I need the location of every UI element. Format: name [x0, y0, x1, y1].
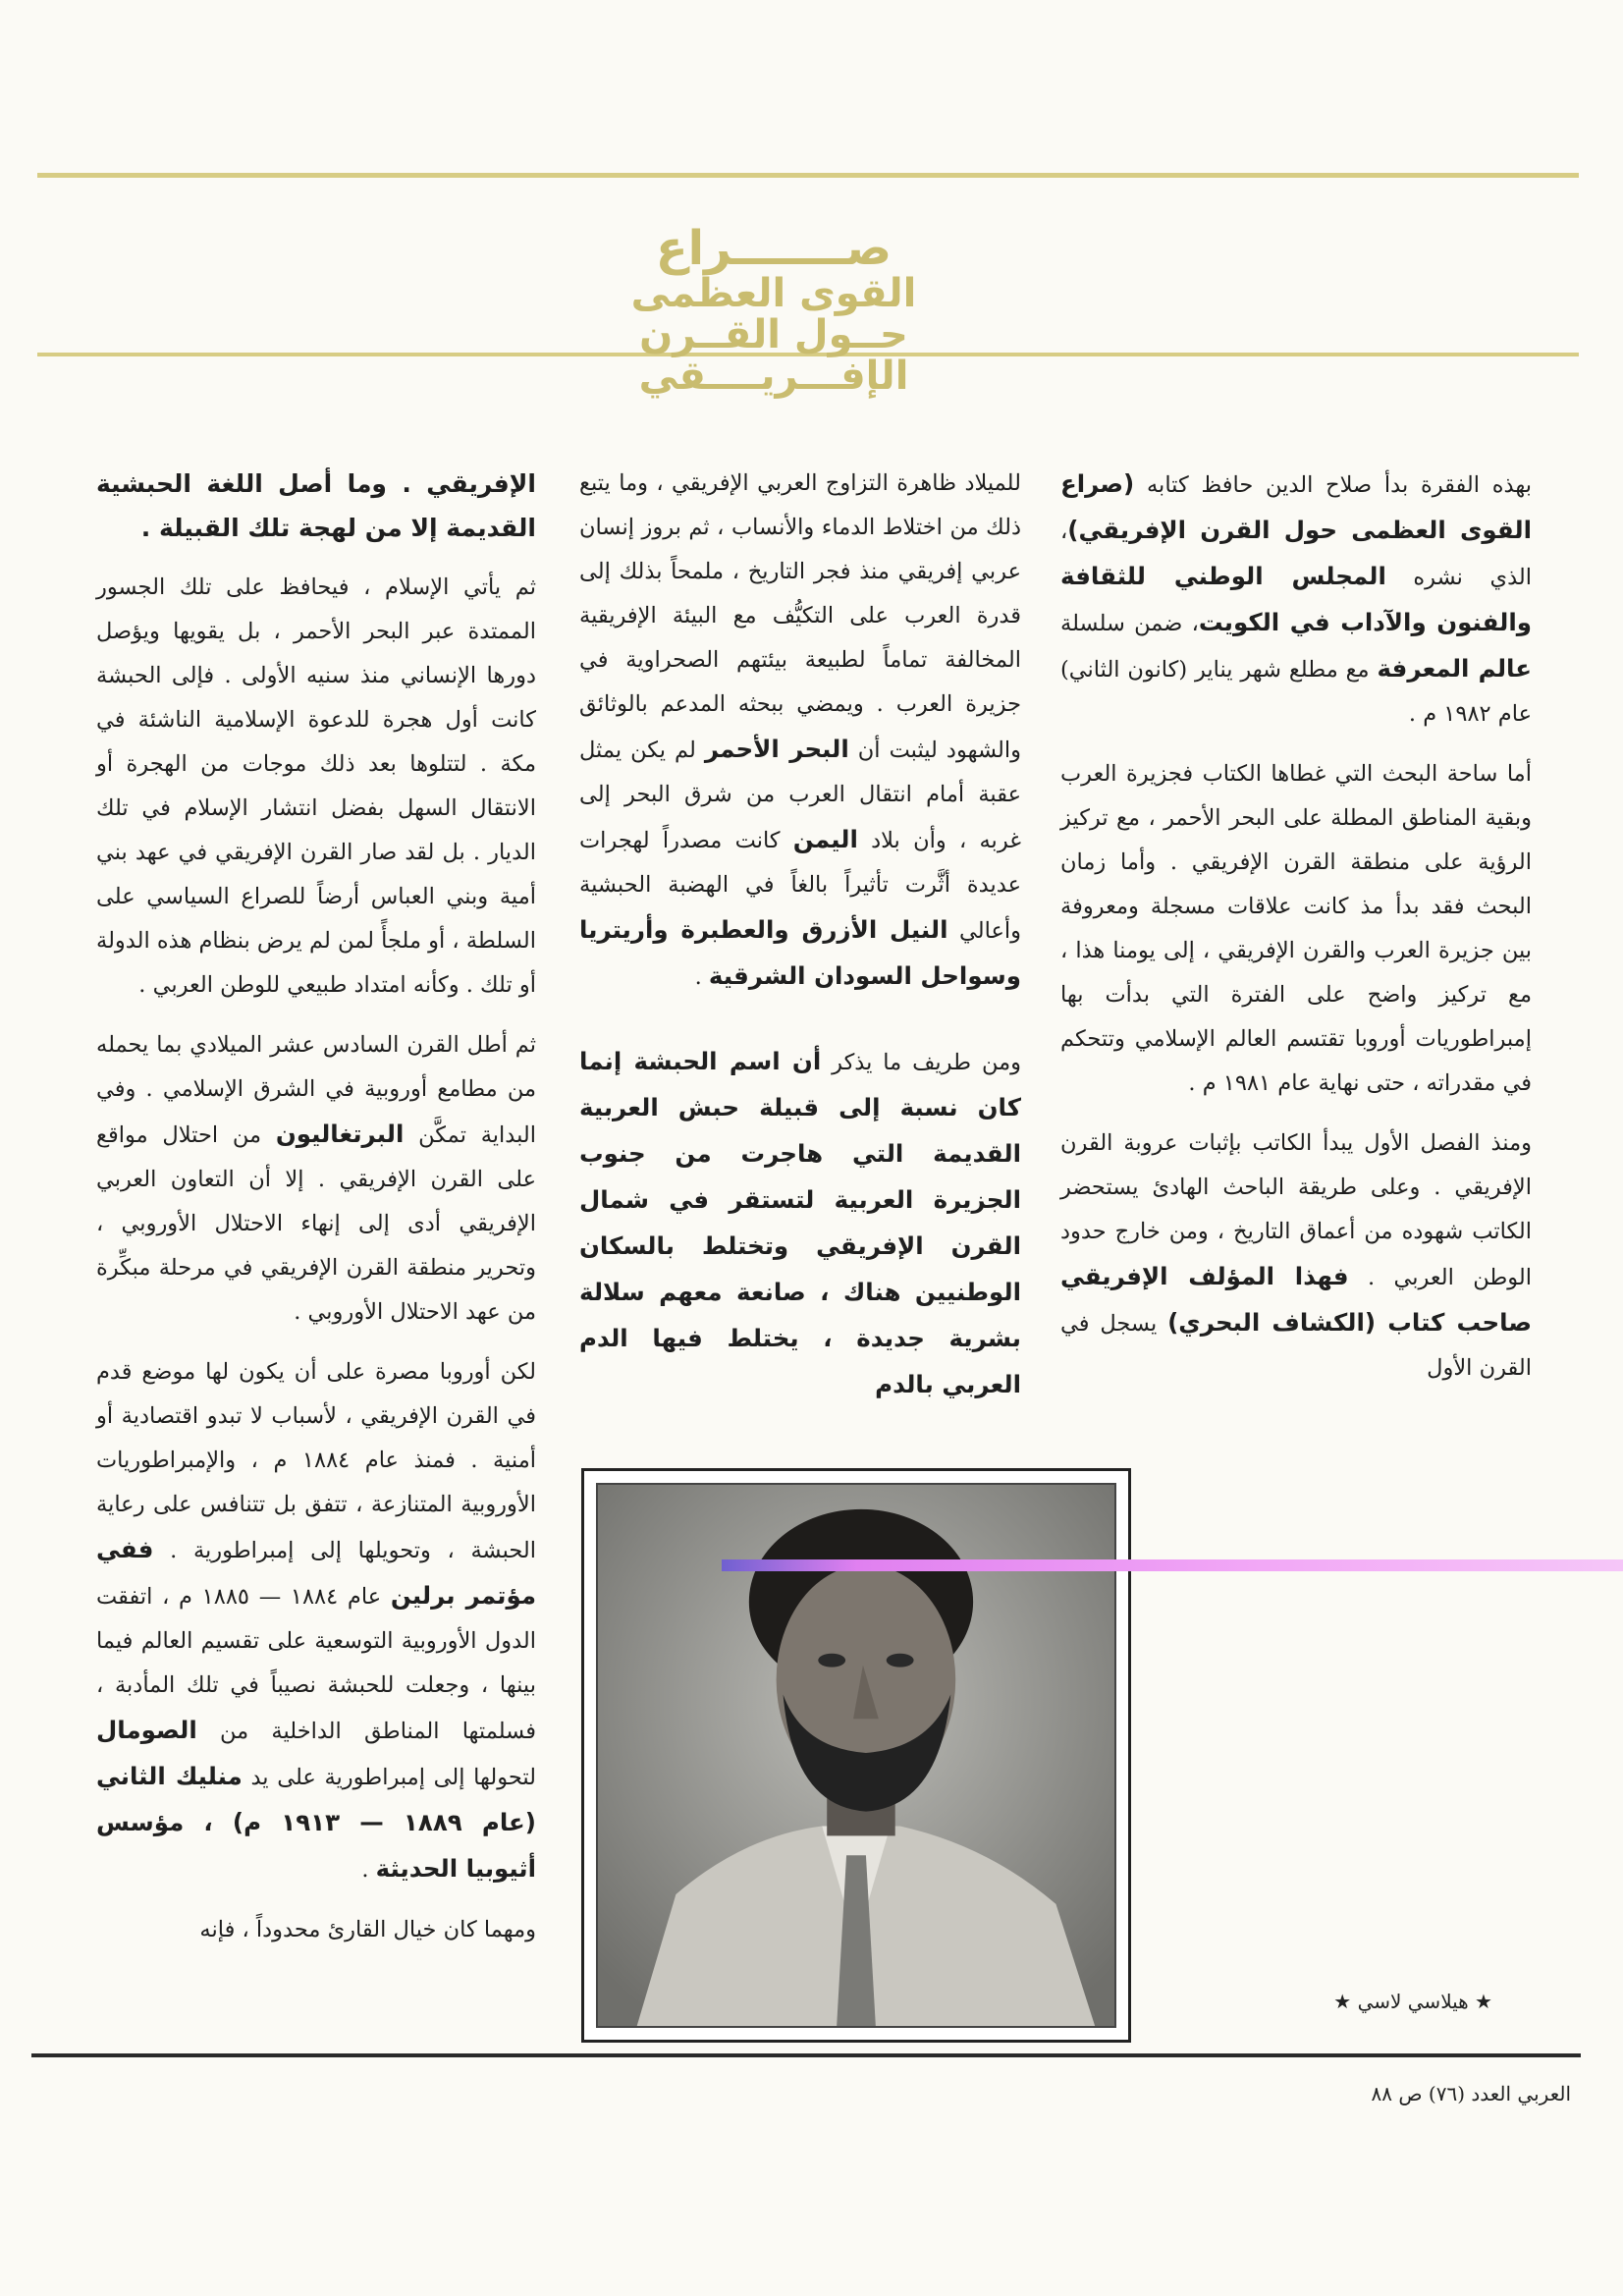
paragraph: الإفريقي . وما أصل اللغة الحبشية القديمة إلا من لهجة تلك القبيلة . — [96, 469, 536, 542]
text: يسجل في القرن الأول — [1060, 1311, 1532, 1381]
paragraph — [96, 1350, 536, 1892]
column-middle — [579, 462, 1021, 1424]
highlight: الصومال — [96, 1716, 197, 1744]
column-right — [1060, 462, 1532, 1406]
text: بهذه الفقرة بدأ صلاح الدين حافظ كتابه — [1134, 472, 1532, 498]
book-title: (صراع القوى العظمى حول القرن الإفريقي) — [1060, 469, 1532, 544]
highlight: منليك الثاني (عام ١٨٨٩ — ١٩١٣ م) ، مؤسس أثيوبيا الحديثة — [96, 1762, 536, 1883]
text: ومنذ الفصل الأول يبدأ الكاتب بإثبات عروبة القرن الإفريقي . وعلى طريقة الباحث الهادئ يستحضر الكاتب شهوده من أعماق التاريخ ، ومن خارج حدود الوطن العربي . — [1060, 1130, 1532, 1290]
text: ثم أطل القرن السادس عشر الميلادي بما يحمله من مطامع أوروبية في الشرق الإسلامي . وفي البداية تمكَّن — [96, 1032, 536, 1148]
page-footer: العربي العدد (٧٦) ص ٨٨ — [1371, 2082, 1571, 2105]
text: لم يكن يمثل عقبة أمام انتقال العرب من شرق البحر إلى غربه ، وأن بلاد — [579, 738, 1021, 853]
series-name: عالم المعرفة — [1377, 654, 1532, 683]
highlight: البرتغاليون — [275, 1120, 405, 1148]
paragraph — [579, 1039, 1021, 1408]
text: للميلاد ظاهرة التزاوج العربي الإفريقي ، وما يتبع ذلك من اختلاط الدماء والأنساب ، ثم بروز إنسان عربي إفريقي منذ فجر التاريخ ، ملمحاً بذلك إلى قدرة العرب على التكيُّف مع البيئة الإفريقية المخالفة تماماً لطبيعة بيئتهم الصحراوية في جزيرة العرب . ويمضي ببحثه المدعم بالوثائق والشهود ليثبت أن — [579, 470, 1021, 763]
text: كانت مصدراً لهجرات عديدة أثَّرت تأثيراً بالغاً في الهضبة الحبشية وأعالي — [579, 828, 1021, 944]
paragraph — [579, 462, 1021, 1000]
column-left — [96, 462, 536, 1968]
portrait-photo-frame — [581, 1468, 1131, 2043]
highlight: النيل الأزرق والعطبرة وأريتريا وسواحل السودان الشرقية — [579, 915, 1021, 990]
text: من احتلال مواقع على القرن الإفريقي . إلا أن التعاون العربي الإفريقي أدى إلى إنهاء الاحتلال الأوروبي ، وتحرير منطقة القرن الإفريقي في مرحلة مبكِّرة من عهد الاحتلال الأوروبي . — [96, 1122, 536, 1325]
text: عام ١٨٨٤ — ١٨٨٥ م ، اتفقت الدول الأوروبية التوسعية على تقسيم العالم فيما بينها ، وجعلت للحبشة نصيباً في تلك المأدبة ، فسلمتها المناطق الداخلية من — [96, 1584, 536, 1744]
text: ومن طريف ما يذكر — [821, 1050, 1021, 1075]
text: ، ضمن سلسلة — [1060, 611, 1199, 636]
highlight: ففي مؤتمر برلين — [96, 1535, 536, 1610]
text: . — [694, 964, 709, 990]
paragraph: ومهما كان خيال القارئ محدوداً ، فإنه — [199, 1917, 536, 1942]
paragraph: أما ساحة البحث التي غطاها الكتاب فجزيرة العرب وبقية المناطق المطلة على البحر الأحمر ، مع تركيز الرؤية على منطقة القرن الإفريقي . وأما زمان البحث فقد بدأ مذ كانت علاقات مسجلة ومعروفة بين جزيرة العرب والقرن الإفريقي ، إلى يومنا هذا ، مع تركيز واضح على الفترة التي بدأت بها إمبراطوريات أوروبا تقتسم العالم الإسلامي وتتحكم في مقدراته ، حتى نهاية عام ١٩٨١ م . — [1060, 761, 1532, 1096]
highlight: البحر الأحمر — [704, 735, 849, 763]
publisher-name: المجلس الوطني للثقافة والفنون والآداب في الكويت — [1060, 562, 1533, 636]
scan-artifact-bar — [722, 1559, 1623, 1571]
text: ، الذي نشره — [1060, 519, 1532, 590]
paragraph: ثم يأتي الإسلام ، فيحافظ على تلك الجسور الممتدة عبر البحر الأحمر ، بل يقويها ويؤصل دورها الإنساني منذ سنيه الأولى . فإلى الحبشة كانت أول هجرة للدعوة الإسلامية الناشئة في مكة . لتتلوها بعد ذلك موجات من الهجرة أو الانتقال السهل بفضل انتشار الإسلام في تلك الديار . بل لقد صار القرن الإفريقي في عهد بني أمية وبني العباس أرضاً للصراع السياسي على السلطة ، أو ملجأً لمن لم يرض بنظام هذه الدولة أو تلك . وكأنه امتداد طبيعي للوطن العربي . — [96, 574, 536, 998]
highlight: فهذا المؤلف الإفريقي صاحب كتاب (الكشاف البحري) — [1060, 1262, 1532, 1337]
footer-rule — [31, 2053, 1581, 2057]
paragraph — [1060, 1121, 1532, 1391]
highlight: اليمن — [792, 825, 858, 853]
highlight: أن اسم الحبشة إنما كان نسبة إلى قبيلة حبش العربية القديمة التي هاجرت من جنوب الجزيرة العربية لتستقر في شمال القرن الإفريقي وتختلط بالسكان الوطنيين هناك ، صانعة معهم سلالة بشرية جديدة ، يختلط فيها الدم العربي بالدم — [579, 1047, 1021, 1398]
text: لكن أوروبا مصرة على أن يكون لها موضع قدم في القرن الإفريقي ، لأسباب لا تبدو اقتصادية أو أمنية . فمنذ عام ١٨٨٤ م ، والإمبراطوريات الأوروبية المتنازعة ، تتفق بل تتنافس على رعاية الحبشة ، وتحويلها إلى إمبراطورية . — [96, 1359, 536, 1563]
text: لتحولها إلى إمبراطورية على يد — [242, 1765, 536, 1790]
text: مع مطلع شهر يناير (كانون الثاني) عام ١٩٨٢ م . — [1060, 657, 1532, 727]
photo-caption: ★ هيلاسي لاسي ★ — [1333, 1990, 1492, 2013]
title-line-3: حــول القــرن الإفـــريــــقي — [638, 312, 909, 400]
paragraph — [1060, 462, 1532, 737]
article-title — [499, 221, 1049, 400]
title-line-1: صـــــــراع — [655, 221, 893, 276]
text: . — [361, 1857, 376, 1883]
title-line-2: القوى العظمى — [630, 271, 917, 317]
paragraph — [96, 1023, 536, 1335]
